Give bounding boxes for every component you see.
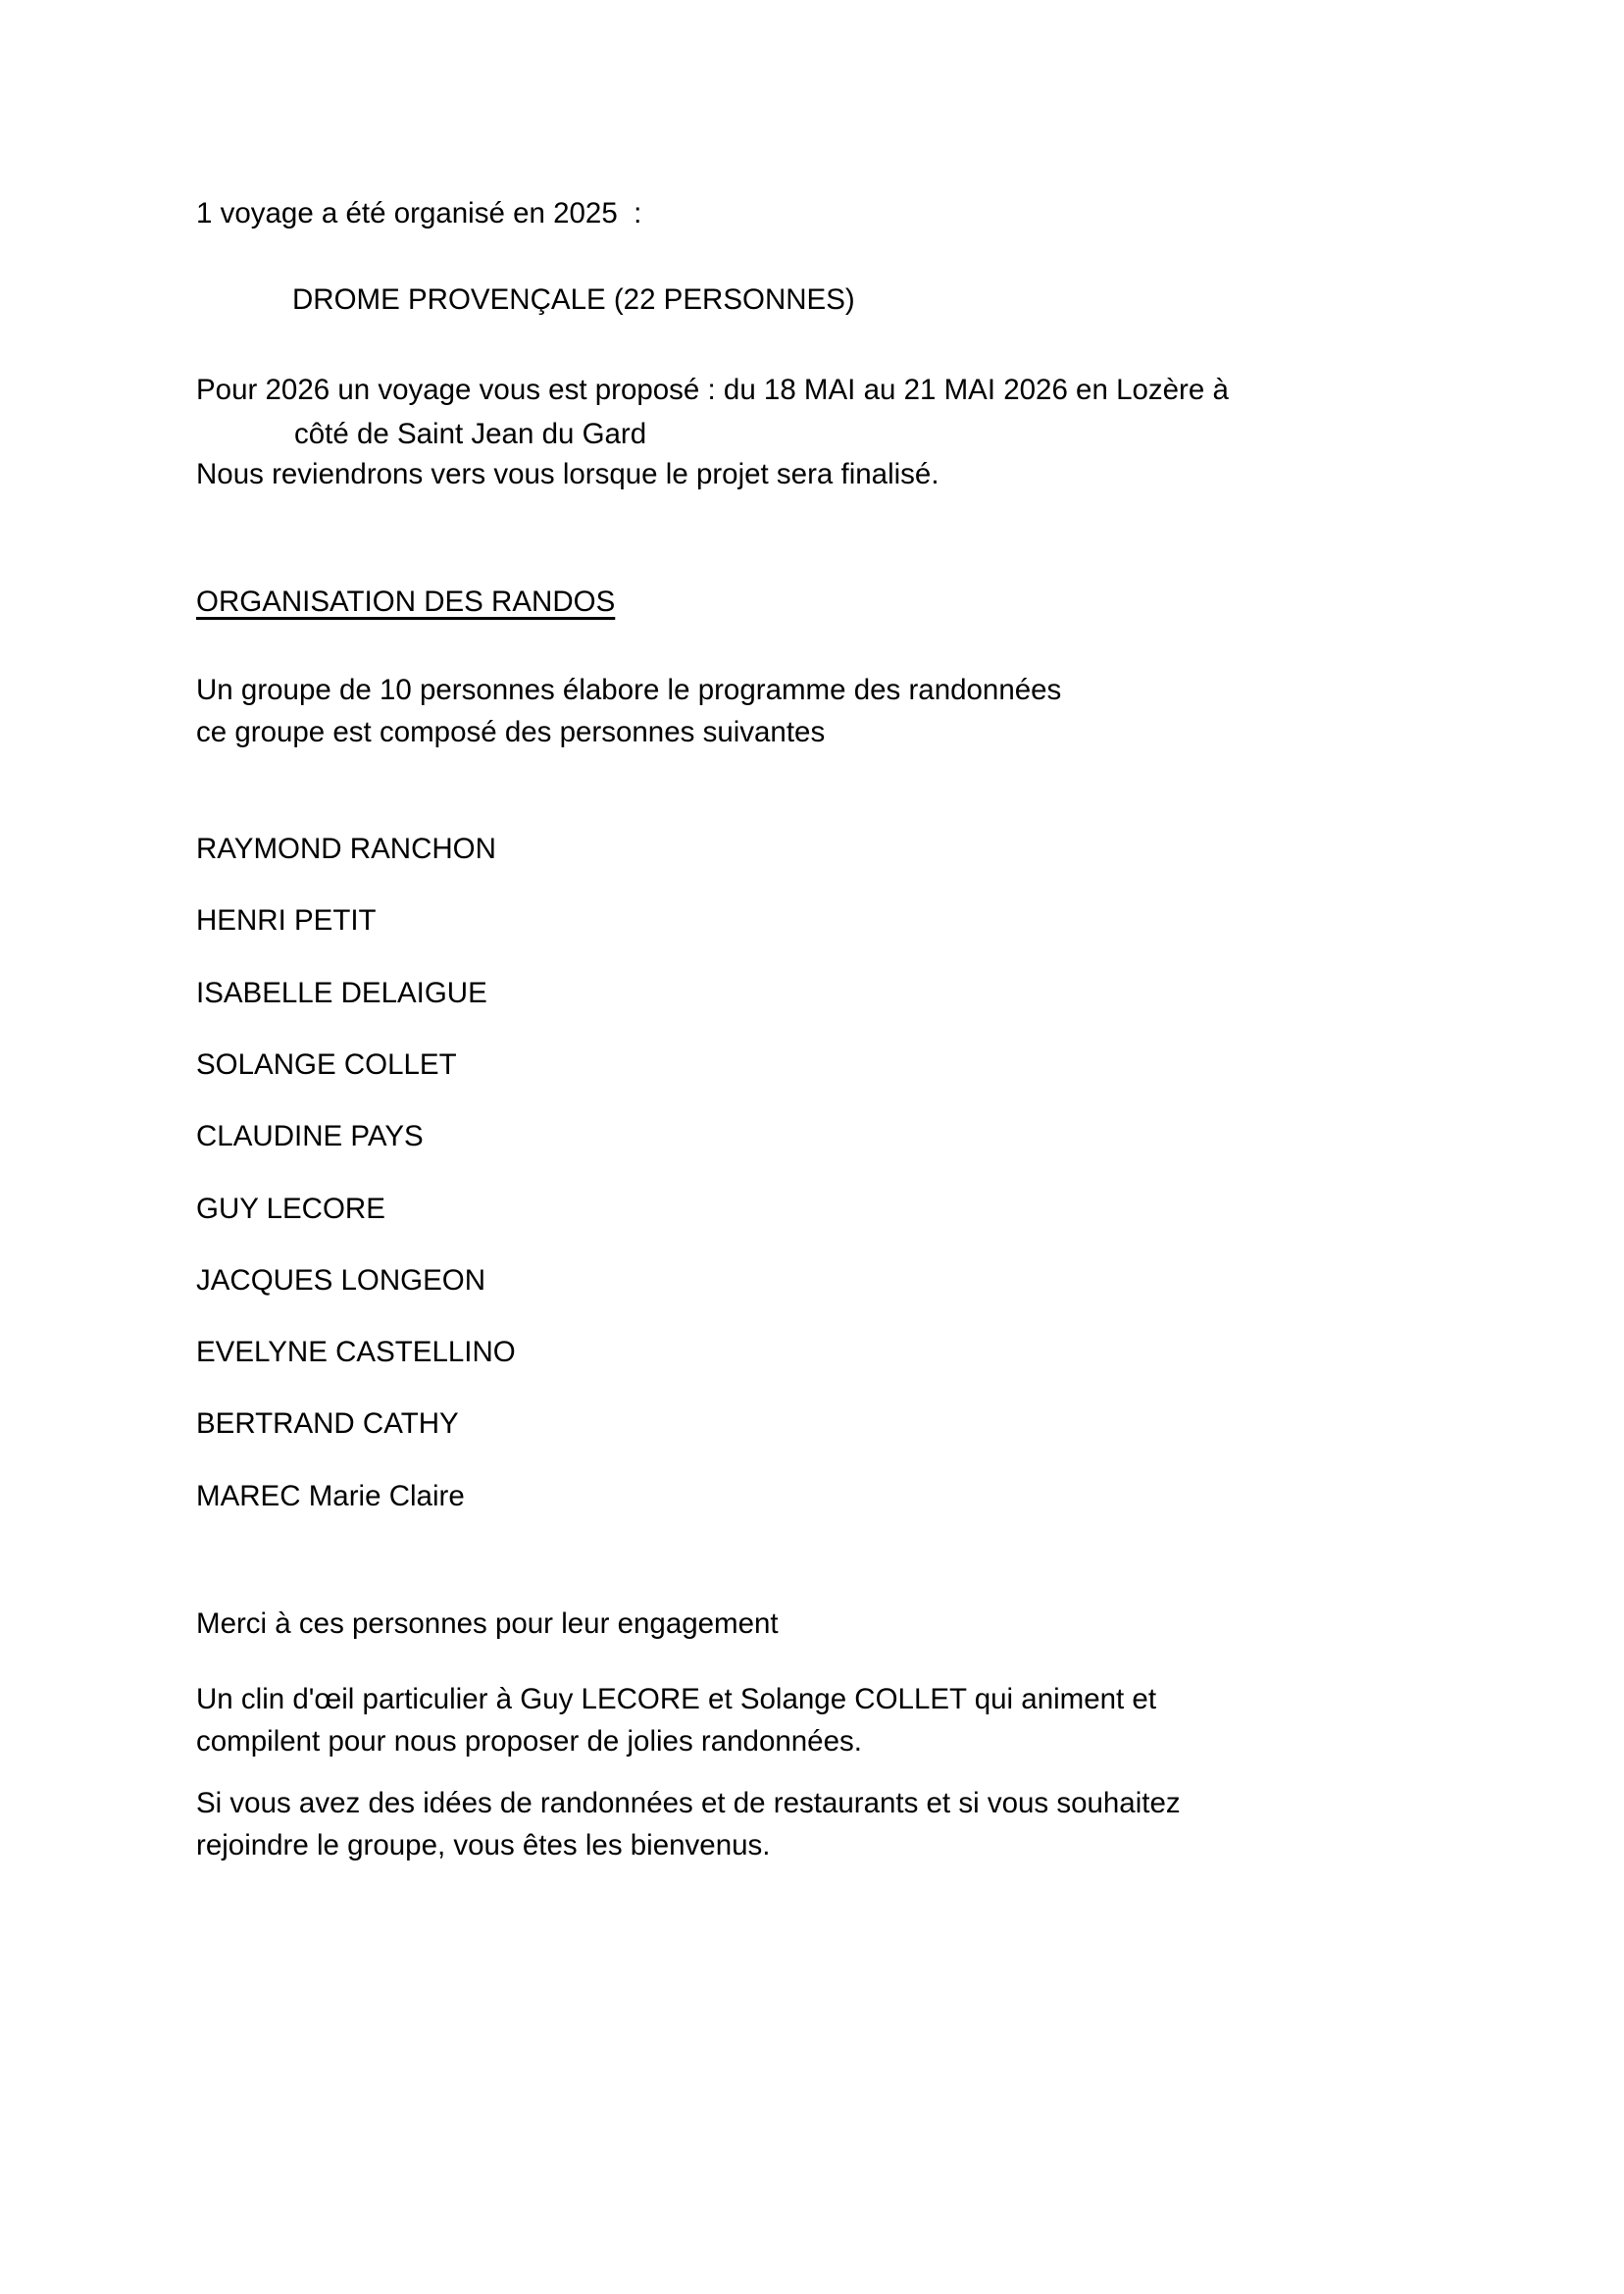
member-name: GUY LECORE (196, 1193, 385, 1225)
member-name: EVELYNE CASTELLINO (196, 1336, 516, 1368)
group-description-line-2: ce groupe est composé des personnes suivantes (196, 716, 826, 748)
group-description-line-1: Un groupe de 10 personnes élabore le programme des randonnées (196, 674, 1062, 706)
member-name: RAYMOND RANCHON (196, 833, 496, 865)
member-name: HENRI PETIT (196, 904, 377, 937)
section-heading: ORGANISATION DES RANDOS (196, 586, 616, 618)
member-name: BERTRAND CATHY (196, 1407, 459, 1440)
shoutout-line-2: compilent pour nous proposer de jolies randonnées. (196, 1725, 862, 1758)
member-name: MAREC Marie Claire (196, 1480, 465, 1512)
member-name: JACQUES LONGEON (196, 1264, 486, 1297)
proposal-line-3: Nous reviendrons vers vous lorsque le projet sera finalisé. (196, 458, 939, 490)
shoutout-line-1: Un clin d'œil particulier à Guy LECORE et Solange COLLET qui animent et (196, 1683, 1157, 1715)
invitation-line-1: Si vous avez des idées de randonnées et de restaurants et si vous souhaitez (196, 1787, 1181, 1819)
intro-line: 1 voyage a été organisé en 2025 : (196, 197, 642, 229)
trip-2025-line: DROME PROVENÇALE (22 PERSONNES) (292, 283, 855, 316)
thanks-line: Merci à ces personnes pour leur engagement (196, 1607, 779, 1640)
member-name: ISABELLE DELAIGUE (196, 977, 487, 1009)
member-name: CLAUDINE PAYS (196, 1120, 424, 1152)
invitation-line-2: rejoindre le groupe, vous êtes les bienvenus. (196, 1829, 771, 1861)
proposal-line-1: Pour 2026 un voyage vous est proposé : du 18 MAI au 21 MAI 2026 en Lozère à (196, 374, 1229, 406)
member-name: SOLANGE COLLET (196, 1048, 457, 1081)
proposal-line-2: côté de Saint Jean du Gard (294, 418, 647, 450)
